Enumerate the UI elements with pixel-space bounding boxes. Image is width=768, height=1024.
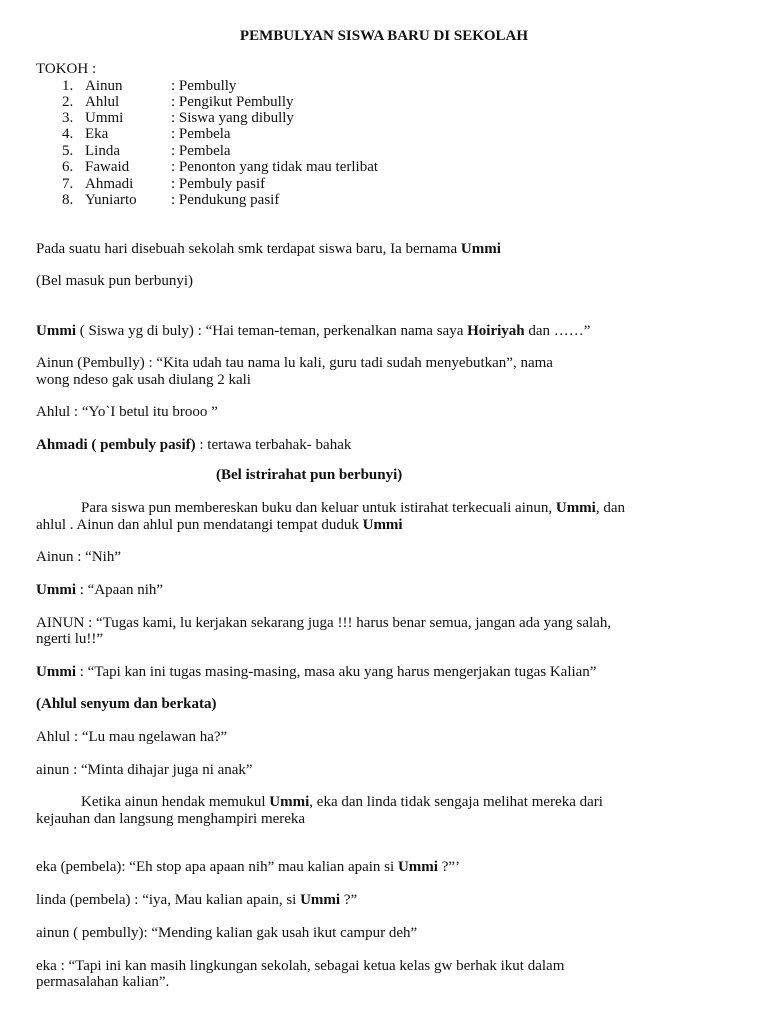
dialogue-line: ainun ( pembully): “Mending kalian gak usah ikut campur deh” bbox=[36, 925, 418, 941]
cast-number: 6. bbox=[62, 159, 74, 175]
cast-name: Fawaid bbox=[85, 159, 130, 175]
cast-role: : Pengikut Pembully bbox=[171, 94, 294, 110]
cast-number: 7. bbox=[62, 176, 74, 192]
stage-direction: (Bel masuk pun berbunyi) bbox=[36, 273, 194, 289]
dialogue-line: Ainun (Pembully) : “Kita udah tau nama lu kali, guru tadi sudah menyebutkan”, nama bbox=[36, 355, 553, 371]
cast-name: Linda bbox=[85, 143, 120, 159]
cast-name: Ainun bbox=[85, 78, 123, 94]
dialogue-line: Ahlul : “Yo`I betul itu brooo ” bbox=[36, 404, 218, 420]
stage-direction: (Ahlul senyum dan berkata) bbox=[36, 696, 217, 712]
dialogue-line: AINUN : “Tugas kami, lu kerjakan sekarang juga !!! harus benar semua, jangan ada yang salah, bbox=[36, 615, 612, 631]
cast-role: : Pendukung pasif bbox=[171, 192, 280, 208]
cast-name: Ahlul bbox=[85, 94, 120, 110]
cast-role: : Pembela bbox=[171, 143, 231, 159]
cast-role: : Penonton yang tidak mau terlibat bbox=[171, 159, 379, 175]
dialogue-line: Ahmadi ( pembuly pasif) : tertawa terbahak- bahak bbox=[36, 437, 352, 453]
dialogue-line: Ahlul : “Lu mau ngelawan ha?” bbox=[36, 729, 228, 745]
document-title: PEMBULYAN SISWA BARU DI SEKOLAH bbox=[239, 28, 529, 44]
cast-number: 2. bbox=[62, 94, 74, 110]
cast-number: 1. bbox=[62, 78, 74, 94]
narration-paragraph: Para siswa pun membereskan buku dan keluar untuk istirahat terkecuali ainun, Ummi, dan bbox=[81, 500, 626, 516]
cast-name: Ummi bbox=[85, 110, 124, 126]
cast-role: : Siswa yang dibully bbox=[171, 110, 294, 126]
stage-direction: (Bel istrirahat pun berbunyi) bbox=[216, 467, 403, 483]
narration-paragraph-continued: ahlul . Ainun dan ahlul pun mendatangi tempat duduk Ummi bbox=[36, 517, 403, 533]
narration-paragraph: Pada suatu hari disebuah sekolah smk terdapat siswa baru, Ia bernama Ummi bbox=[36, 241, 501, 257]
dialogue-line: Ummi : “Tapi kan ini tugas masing-masing, masa aku yang harus mengerjakan tugas Kalian” bbox=[36, 664, 597, 680]
dialogue-line: Ainun : “Nih” bbox=[36, 549, 121, 565]
narration-paragraph: Ketika ainun hendak memukul Ummi, eka dan linda tidak sengaja melihat mereka dari bbox=[81, 794, 603, 810]
dialogue-line: Ummi ( Siswa yg di buly) : “Hai teman-teman, perkenalkan nama saya Hoiriyah dan ……” bbox=[36, 323, 591, 339]
cast-number: 5. bbox=[62, 143, 74, 159]
cast-name: Eka bbox=[85, 126, 109, 142]
cast-number: 3. bbox=[62, 110, 74, 126]
dialogue-line-continued: ngerti lu!!” bbox=[36, 631, 104, 647]
cast-role: : Pembuly pasif bbox=[171, 176, 266, 192]
dialogue-line: Ummi : “Apaan nih” bbox=[36, 582, 164, 598]
cast-number: 4. bbox=[62, 126, 74, 142]
dialogue-line-continued: permasalahan kalian”. bbox=[36, 974, 170, 990]
narration-paragraph-continued: kejauhan dan langsung menghampiri mereka bbox=[36, 811, 306, 827]
cast-role: : Pembully bbox=[171, 78, 237, 94]
dialogue-line-continued: wong ndeso gak usah diulang 2 kali bbox=[36, 372, 251, 388]
dialogue-line: eka : “Tapi ini kan masih lingkungan sekolah, sebagai ketua kelas gw berhak ikut dalam bbox=[36, 958, 565, 974]
cast-number: 8. bbox=[62, 192, 74, 208]
cast-name: Ahmadi bbox=[85, 176, 134, 192]
tokoh-label: TOKOH : bbox=[36, 61, 97, 77]
cast-role: : Pembela bbox=[171, 126, 231, 142]
dialogue-line: linda (pembela) : “iya, Mau kalian apain, si Ummi ?” bbox=[36, 892, 358, 908]
dialogue-line: ainun : “Minta dihajar juga ni anak” bbox=[36, 762, 253, 778]
dialogue-line: eka (pembela): “Eh stop apa apaan nih” mau kalian apain si Ummi ?”’ bbox=[36, 859, 460, 875]
cast-name: Yuniarto bbox=[85, 192, 137, 208]
